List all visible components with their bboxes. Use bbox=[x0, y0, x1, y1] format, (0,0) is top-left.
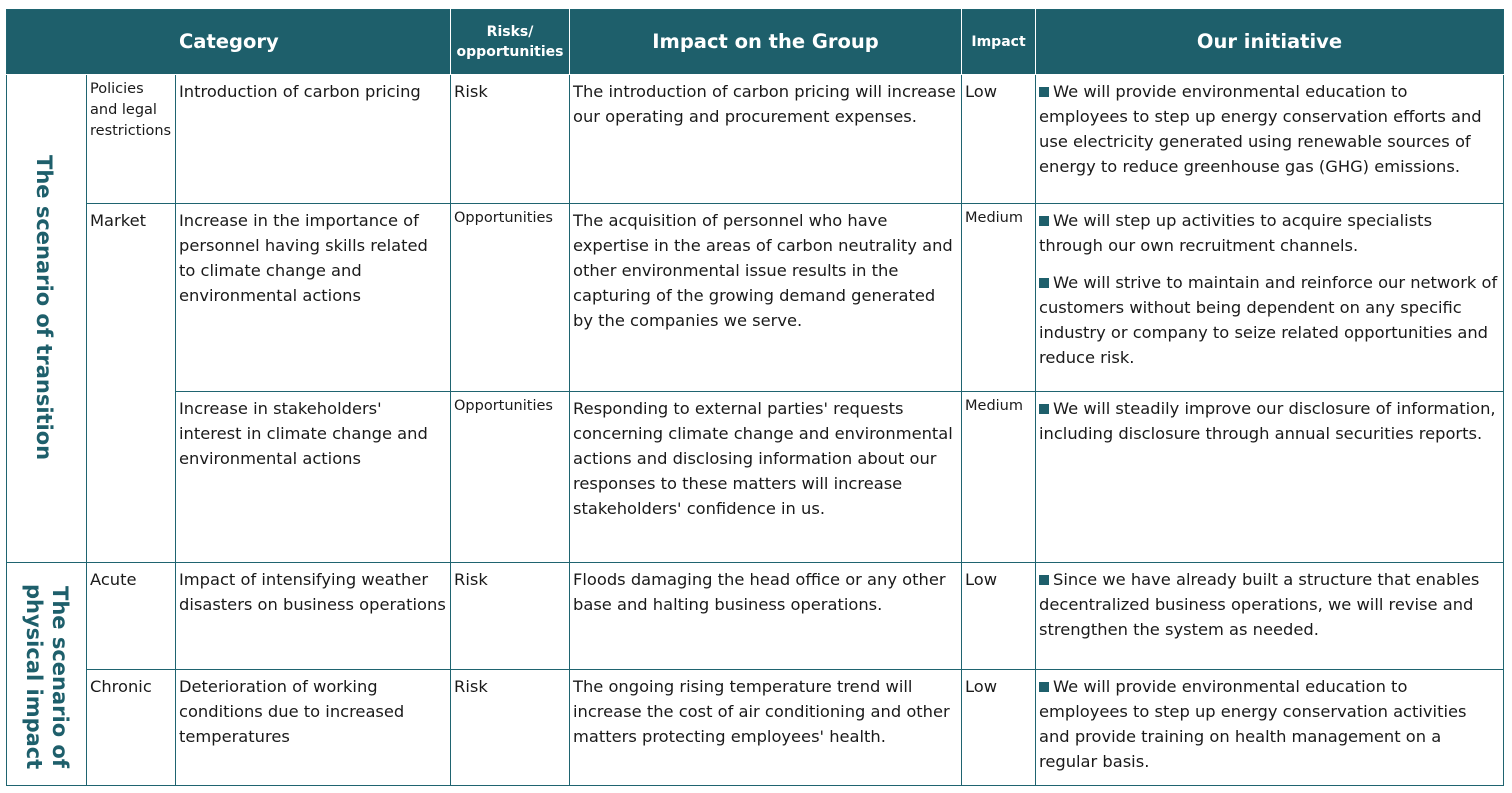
initiative-cell bbox=[1036, 392, 1504, 563]
type-cell: Opportunities bbox=[451, 392, 570, 563]
impact-cell: Low bbox=[962, 75, 1036, 204]
header-impact: Impact bbox=[962, 10, 1036, 75]
impact-cell: Medium bbox=[962, 204, 1036, 392]
type-cell: Risk bbox=[451, 563, 570, 670]
square-bullet-icon bbox=[1039, 575, 1049, 585]
initiative-cell bbox=[1036, 75, 1504, 204]
impact-cell: Medium bbox=[962, 392, 1036, 563]
table-row bbox=[7, 204, 1504, 392]
initiative-text: We will provide environmental education to employees to step up energy conservation efforts and use electricity generated using renewable sources of energy to reduce greenhouse gas (GHG) emissions. bbox=[1039, 82, 1482, 176]
scenario-transition-label: The scenario of transition bbox=[32, 155, 56, 461]
initiative-item bbox=[1039, 79, 1500, 179]
type-cell: Risk bbox=[451, 670, 570, 786]
subcategory-cell: Acute bbox=[87, 563, 176, 670]
header-row bbox=[7, 10, 1504, 75]
climate-scenario-table bbox=[6, 9, 1504, 786]
initiative-text: We will steadily improve our disclosure of information, including disclosure through annual securities reports. bbox=[1039, 399, 1496, 443]
scenario-transition-cell bbox=[7, 75, 87, 563]
square-bullet-icon bbox=[1039, 216, 1049, 226]
impact-group-cell: The acquisition of personnel who have expertise in the areas of carbon neutrality and other environmental issue results in the capturing of the growing demand generated by the companies we serve. bbox=[570, 204, 962, 392]
initiative-item bbox=[1039, 396, 1500, 446]
type-cell: Risk bbox=[451, 75, 570, 204]
category-cell: Increase in stakeholders' interest in climate change and environmental actions bbox=[176, 392, 451, 563]
square-bullet-icon bbox=[1039, 278, 1049, 288]
initiative-item bbox=[1039, 270, 1500, 370]
category-cell: Increase in the importance of personnel having skills related to climate change and environmental actions bbox=[176, 204, 451, 392]
header-category: Category bbox=[7, 10, 451, 75]
initiative-text: Since we have already built a structure that enables decentralized business operations, we will revise and strengthen the system as needed. bbox=[1039, 570, 1480, 639]
type-cell: Opportunities bbox=[451, 204, 570, 392]
initiative-text: We will strive to maintain and reinforce our network of customers without being dependent on any specific industry or company to seize related opportunities and reduce risk. bbox=[1039, 273, 1498, 367]
impact-cell: Low bbox=[962, 670, 1036, 786]
subcategory-cell: Chronic bbox=[87, 670, 176, 786]
initiative-item bbox=[1039, 674, 1500, 774]
initiative-text: We will provide environmental education to employees to step up energy conservation activities and provide training on health management on a regular basis. bbox=[1039, 677, 1467, 771]
category-cell: Deterioration of working conditions due to increased temperatures bbox=[176, 670, 451, 786]
initiative-text: We will step up activities to acquire specialists through our own recruitment channels. bbox=[1039, 211, 1433, 255]
table-row bbox=[7, 670, 1504, 786]
table-row bbox=[7, 75, 1504, 204]
impact-group-cell: Floods damaging the head office or any other base and halting business operations. bbox=[570, 563, 962, 670]
impact-cell: Low bbox=[962, 563, 1036, 670]
impact-group-cell: The ongoing rising temperature trend will increase the cost of air conditioning and other matters protecting employees' health. bbox=[570, 670, 962, 786]
impact-group-cell: The introduction of carbon pricing will increase our operating and procurement expenses. bbox=[570, 75, 962, 204]
category-cell: Impact of intensifying weather disasters on business operations bbox=[176, 563, 451, 670]
table-row bbox=[7, 392, 1504, 563]
scenario-physical-label: The scenario of physical impact bbox=[22, 584, 72, 770]
scenario-physical-cell bbox=[7, 563, 87, 786]
square-bullet-icon bbox=[1039, 682, 1049, 692]
impact-group-cell: Responding to external parties' requests concerning climate change and environmental actions and disclosing information about our responses to these matters will increase stakeholders' confidence in us. bbox=[570, 392, 962, 563]
header-risks-opportunities: Risks/ opportunities bbox=[451, 10, 570, 75]
square-bullet-icon bbox=[1039, 87, 1049, 97]
square-bullet-icon bbox=[1039, 404, 1049, 414]
initiative-item bbox=[1039, 208, 1500, 258]
header-impact-on-group: Impact on the Group bbox=[570, 10, 962, 75]
category-cell: Introduction of carbon pricing bbox=[176, 75, 451, 204]
subcategory-cell: Market bbox=[87, 204, 176, 563]
initiative-item bbox=[1039, 567, 1500, 642]
table-row bbox=[7, 563, 1504, 670]
initiative-cell bbox=[1036, 670, 1504, 786]
initiative-cell bbox=[1036, 204, 1504, 392]
subcategory-cell: Policies and legal restrictions bbox=[87, 75, 176, 204]
initiative-cell bbox=[1036, 563, 1504, 670]
header-our-initiative: Our initiative bbox=[1036, 10, 1504, 75]
